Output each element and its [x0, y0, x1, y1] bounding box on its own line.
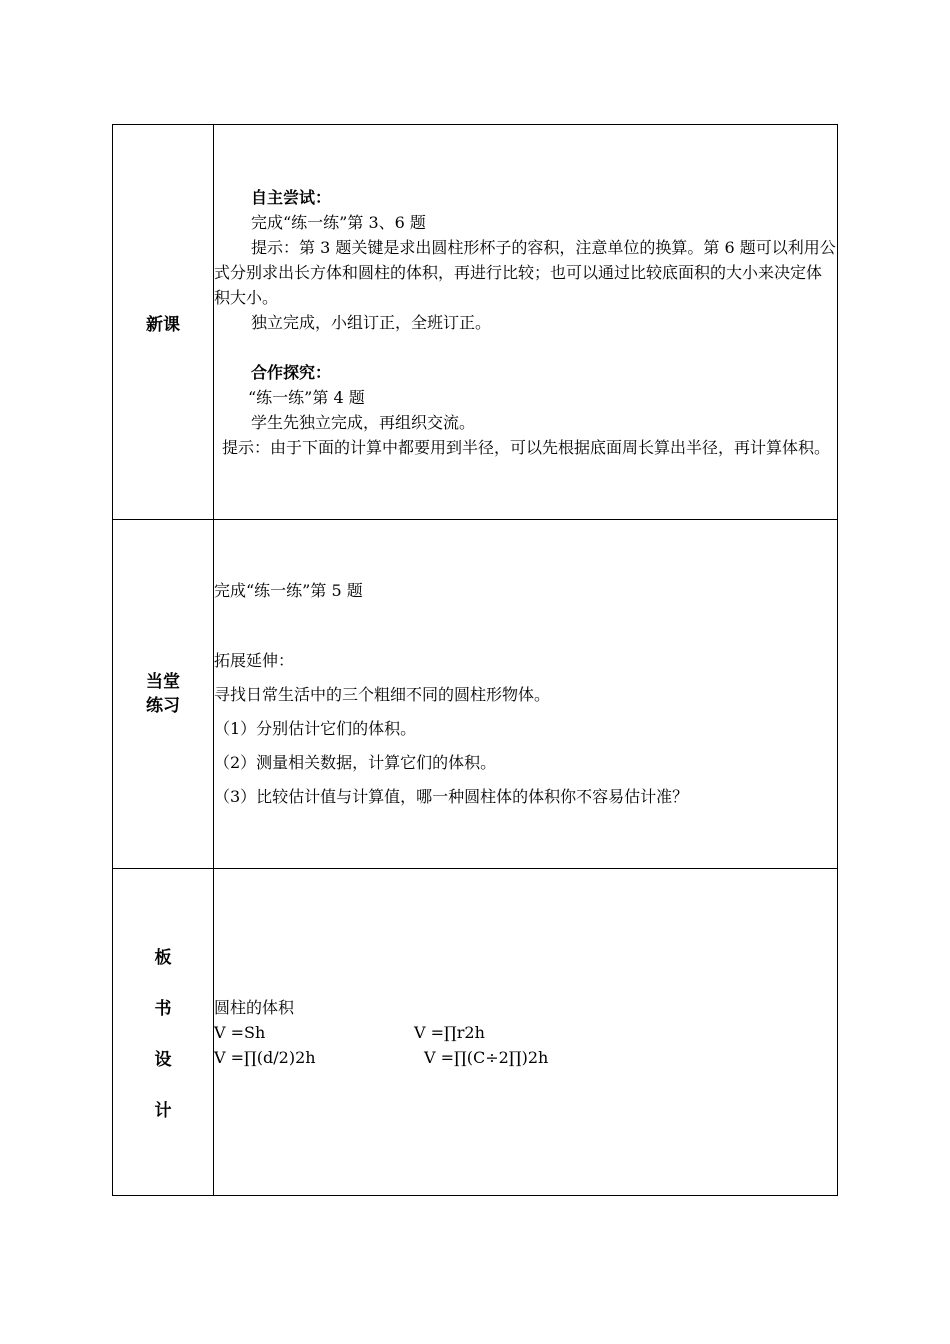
heading-cooperative: 合作探究： [251, 362, 332, 382]
list-item: （3）比较估计值与计算值，哪一种圆柱体的体积你不容易估计准？ [214, 787, 689, 806]
hint-text: 提示：由于下面的计算中都要用到半径，可以先根据底面周长算出半径，再计算体积。 [222, 437, 831, 457]
text-line: 完成“练一练”第 3、6 题 [251, 212, 426, 232]
list-item: （2）测量相关数据，计算它们的体积。 [214, 753, 497, 772]
text-line: 学生先独立完成，再组织交流。 [251, 412, 476, 432]
formula: V =∏(C÷2∏)2h [424, 1047, 549, 1067]
row-new-lesson [113, 125, 838, 520]
hint-text: 提示：第 3 题关键是求出圆柱形杯子的容积，注意单位的换算。第 6 题可以利用公式分别求出长方体和圆柱的体积，再进行比较；也可以通过比较底面积的大小来决定体积大小。 [214, 237, 836, 307]
text-line: 独立完成，小组订正，全班订正。 [251, 312, 492, 332]
label-new-lesson: 新课 [113, 125, 214, 520]
formula: V =Sh [214, 1022, 266, 1042]
board-title: 圆柱的体积 [214, 997, 295, 1017]
row-board-design [113, 869, 838, 1196]
row-practice [113, 520, 838, 869]
heading-extension: 拓展延伸： [214, 651, 295, 670]
text-line: “练一练”第 4 题 [248, 387, 365, 407]
formula-row [214, 1045, 837, 1070]
formula-row [214, 1020, 837, 1045]
text-line: 完成“练一练”第 5 题 [214, 581, 363, 600]
label-board-design: 板 书 设 计 [113, 869, 214, 1196]
list-item: （1）分别估计它们的体积。 [214, 719, 417, 738]
label-practice: 当堂 练习 [113, 520, 214, 869]
heading-self-try: 自主尝试： [251, 187, 332, 207]
content-practice [214, 520, 838, 869]
text-line: 寻找日常生活中的三个粗细不同的圆柱形物体。 [214, 685, 551, 704]
formula: V =∏r2h [414, 1022, 485, 1042]
content-board-design [214, 869, 838, 1196]
content-new-lesson [214, 125, 838, 520]
formula: V =∏(d/2)2h [214, 1047, 316, 1067]
lesson-plan-table [112, 124, 838, 1196]
